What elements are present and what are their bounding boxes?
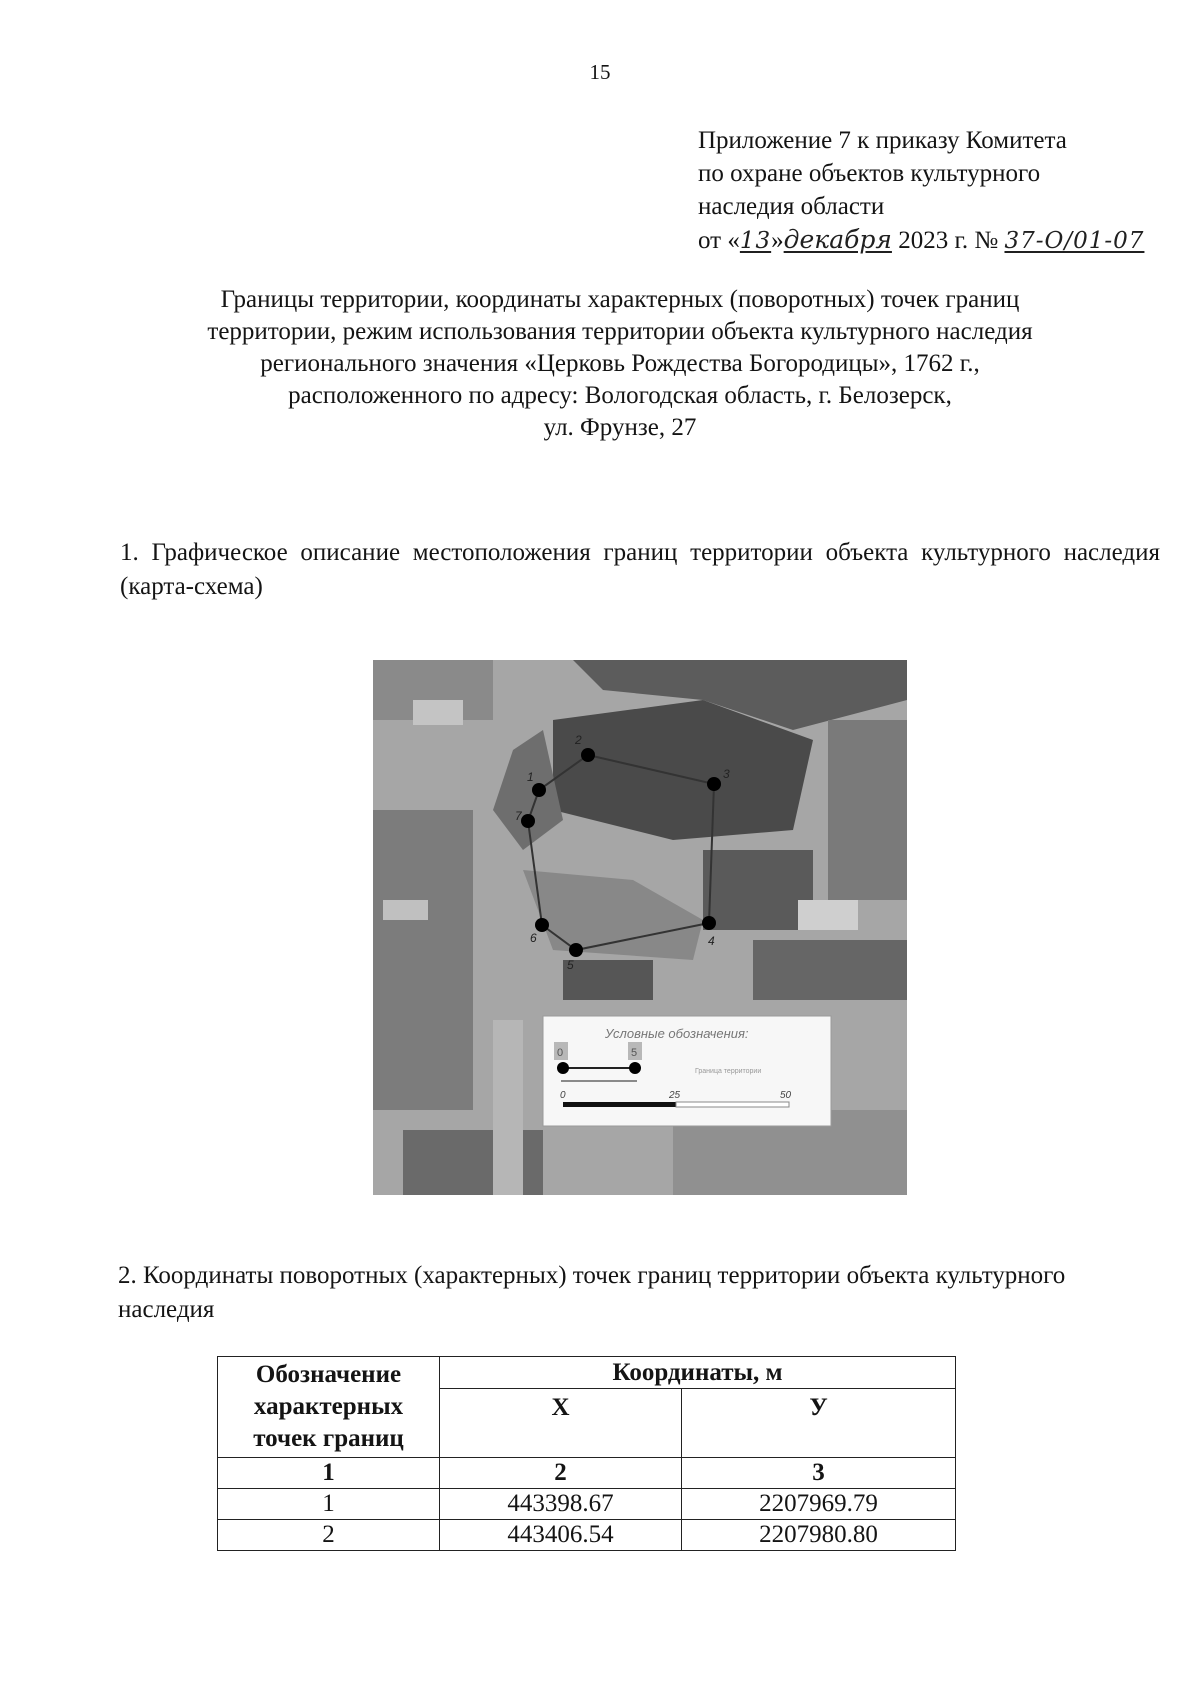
coordinates-header: Координаты, м xyxy=(440,1357,956,1389)
point-label: 2 xyxy=(575,733,582,747)
document-title xyxy=(130,284,1110,444)
point-label: 7 xyxy=(515,809,522,823)
appendix-header xyxy=(698,124,1144,258)
handwritten-order-number: 37-О/01-07 xyxy=(1004,228,1145,254)
legend-point xyxy=(629,1062,641,1074)
boundary-point xyxy=(707,777,721,791)
point-label: 5 xyxy=(567,958,574,972)
boundary-point xyxy=(702,916,716,930)
title-line: регионального значения «Церковь Рождества Богородицы», 1762 г., xyxy=(260,350,980,377)
header-line: Обозначение xyxy=(255,1361,402,1388)
boundary-point xyxy=(581,748,595,762)
header-line: точек границ xyxy=(253,1425,404,1452)
column-number-row xyxy=(218,1458,956,1489)
point-designation-header xyxy=(218,1357,440,1458)
handwritten-day: 13 xyxy=(739,228,772,254)
point-label: 6 xyxy=(530,931,537,945)
title-line: ул. Фрунзе, 27 xyxy=(543,414,697,441)
legend-to-label: 5 xyxy=(631,1047,638,1059)
boundary-point xyxy=(532,783,546,797)
section-1-heading: 1. Графическое описание местоположения границ территории объекта культурного наследия (карта-схема) xyxy=(120,539,1160,600)
scale-label: 25 xyxy=(669,1090,681,1101)
legend-title: Условные обозначения: xyxy=(605,1026,749,1041)
date-prefix: от « xyxy=(698,227,740,254)
appendix-line: наследия области xyxy=(698,193,885,220)
column-number: 2 xyxy=(440,1458,682,1489)
table-row xyxy=(218,1520,956,1551)
scale-bar-light xyxy=(676,1102,789,1107)
scale-bar-dark xyxy=(563,1102,676,1107)
boundary-point xyxy=(569,943,583,957)
appendix-line: по охране объектов культурного xyxy=(698,160,1041,187)
legend-item-label: Граница территории xyxy=(695,1068,762,1075)
coordinates-table xyxy=(217,1356,956,1551)
column-number: 1 xyxy=(218,1458,440,1489)
point-cell: 1 xyxy=(218,1489,440,1520)
page-number: 15 xyxy=(589,60,611,84)
column-number: 3 xyxy=(682,1458,956,1489)
header-line: характерных xyxy=(253,1393,404,1420)
boundary-map xyxy=(373,660,907,1195)
appendix-date-line xyxy=(698,223,1144,258)
section-2-heading: 2. Координаты поворотных (характерных) точек границ территории объекта культурного наследия xyxy=(118,1262,1066,1323)
y-cell: 2207980.80 xyxy=(682,1520,956,1551)
point-label: 4 xyxy=(708,934,715,948)
title-line: Границы территории, координаты характерных (поворотных) точек границ xyxy=(220,286,1020,313)
table-row xyxy=(218,1489,956,1520)
y-cell: 2207969.79 xyxy=(682,1489,956,1520)
title-line: расположенного по адресу: Вологодская область, г. Белозерск, xyxy=(288,382,952,409)
scale-label: 50 xyxy=(780,1090,792,1101)
point-label: 3 xyxy=(723,767,730,781)
date-mid: » xyxy=(771,227,784,254)
legend-from-label: 0 xyxy=(557,1047,564,1059)
point-label: 1 xyxy=(527,770,534,784)
scale-label: 0 xyxy=(560,1090,566,1101)
legend-point xyxy=(557,1062,569,1074)
boundary-point xyxy=(521,814,535,828)
point-cell: 2 xyxy=(218,1520,440,1551)
x-header: X xyxy=(440,1389,682,1458)
title-line: территории, режим использования территории объекта культурного наследия xyxy=(207,318,1033,345)
boundary-point xyxy=(535,918,549,932)
date-year: 2023 г. № xyxy=(891,227,1005,254)
x-cell: 443406.54 xyxy=(440,1520,682,1551)
x-cell: 443398.67 xyxy=(440,1489,682,1520)
handwritten-month: декабря xyxy=(783,225,892,254)
map-legend xyxy=(543,1016,831,1126)
appendix-line: Приложение 7 к приказу Комитета xyxy=(698,127,1067,154)
y-header: У xyxy=(682,1389,956,1458)
